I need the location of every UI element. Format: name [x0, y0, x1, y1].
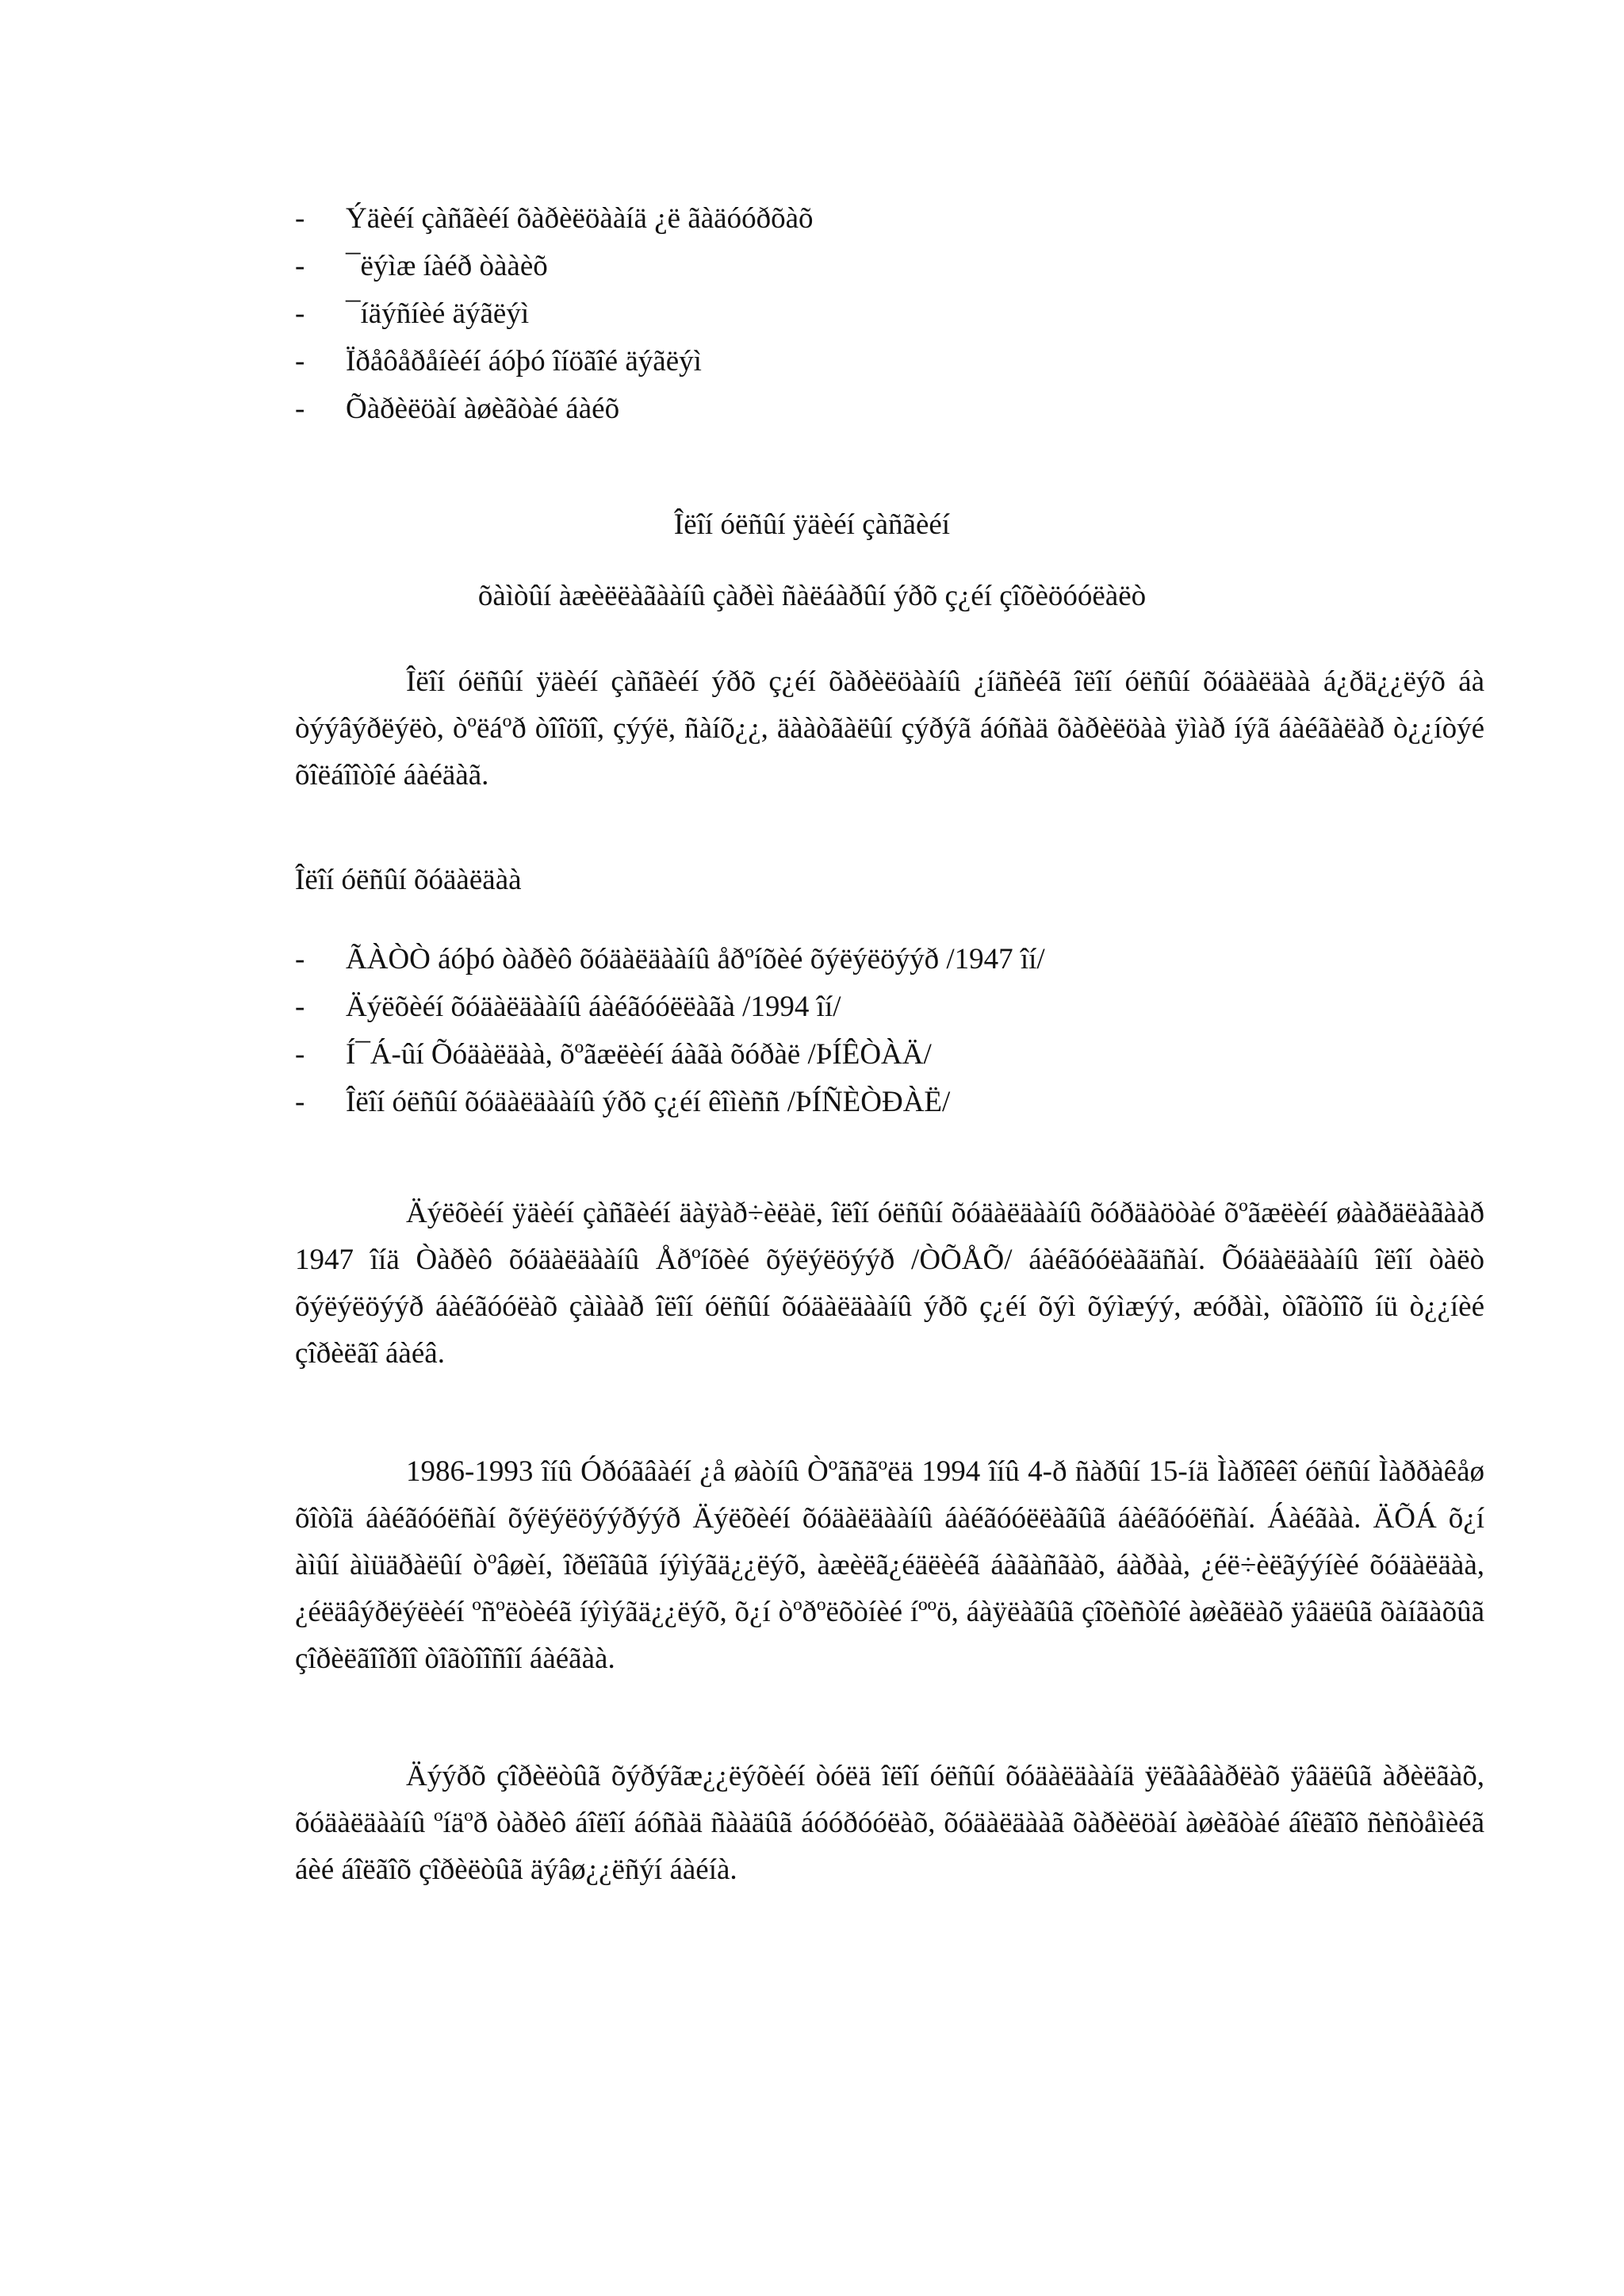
- list-item: - ÃÀÒÒ áóþó òàðèô õóäàëäààíû åðºíõèé õýëýëöýýð /1947 îí/: [295, 943, 1045, 976]
- list-item: - Ïðåôåðåíèéí áóþó îíöãîé äýãëýì: [295, 345, 702, 378]
- list-item: - Äýëõèéí õóäàëäààíû áàéãóóëëàãà /1994 îí/: [295, 991, 841, 1023]
- list-item: - ¯íäýñíèé äýãëýì: [295, 297, 530, 330]
- list-item: - ¯ëýìæ íàéð òààèõ: [295, 250, 548, 282]
- list-item: - Í¯Á-ûí Õóäàëäàà, õºãæëèéí áàãà õóðàë /ÞÍÊÒÀÄ/: [295, 1038, 932, 1071]
- section-heading-line-2: õàìòûí àæèëëàãààíû çàðèì ñàëáàðûí ýðõ ç¿éí çîõèöóóëàëò: [477, 580, 1147, 612]
- trade-organizations-list: [295, 936, 1045, 1126]
- principles-list: [295, 195, 814, 433]
- paragraph-2: Äýëõèéí ÿäèéí çàñãèéí äàÿàð÷èëàë, îëîí óëñûí õóäàëäààíû õóðäàöòàé õºãæëèéí øààðäëàãààð 1947 îíä Òàðèô õóäàëäààíû Åðºíõèé õýëýëöýýð /ÒÕÅÕ/ áàéãóóëàãäñàí. Õóäàëäààíû îëîí òàëò õýëýëöýýð áàéãóóëàõ çàìààð îëîí óëñûí õóäàëäààíû ýðõ ç¿éí õýì õýìæýý, æóðàì, òîãòîîõ íü ò¿¿íèé çîðèëãî áàéâ.: [295, 1197, 1484, 1370]
- paragraph-3: 1986-1993 îíû Óðóãâàéí ¿å øàòíû Òºãñãºëä 1994 îíû 4-ð ñàðûí 15-íä Ìàðîêêî óëñûí Ìàððàêåø õîòîä áàéãóóëñàí õýëýëöýýðýýð Äýëõèéí õóäàëäààíû áàéãóóëëàãûã áàéãóóëñàí. Áàéãàà. ÄÕÁ õ¿í àìûí àìüäðàëûí òºâøèí, îðëîãûã íýìýãä¿¿ëýõ, àæèëã¿éäëèéã áàãàñãàõ, áàðàà, ¿éë÷èëãýýíèé õóäàëäàà, ¿éëäâýðëýëèéí ºñºëòèéã íýìýãä¿¿ëýõ, õ¿í òºðºëõòíèé íººö, áàÿëàãûã çîõèñòîé àøèãëàõ ÿâäëûã õàíãàõûã çîðèëãîîðîî òîãòîîñîí áàéãàà.: [295, 1455, 1484, 1675]
- list-item: - Ýäèéí çàñãèéí õàðèëöààíä ¿ë ãàäóóðõàõ: [295, 202, 814, 235]
- paragraph-4: Äýýðõ çîðèëòûã õýðýãæ¿¿ëýõèéí òóëä îëîí óëñûí õóäàëäààíä ÿëãàâàðëàõ ÿâäëûã àðèëãàõ, õóäàëäààíû ºíäºð òàðèô áîëîí áóñàä ñààäûã áóóðóóëàõ, õóäàëäààã õàðèëöàí àøèãòàé áîëãîõ ñèñòåìèéã áèé áîëãîõ çîðèëòûã äýâø¿¿ëñýí áàéíà.: [295, 1760, 1484, 1886]
- list-item: - Õàðèëöàí àøèãòàé áàéõ: [295, 393, 620, 425]
- section-heading-line-1: Îëîí óëñûí ÿäèéí çàñãèéí: [673, 508, 951, 541]
- subsection-title: Îëîí óëñûí õóäàëäàà: [295, 864, 522, 896]
- paragraph-1: Îëîí óëñûí ÿäèéí çàñãèéí ýðõ ç¿éí õàðèëöààíû ¿íäñèéã îëîí óëñûí õóäàëäàà á¿ðä¿¿ëýõ áà òýýâýðëýëò, òºëáºð òîîöîî, çýýë, ñàíõ¿¿, äààòãàëûí çýðýã áóñàä õàðèëöàà ÿìàð íýã áàéãàëàð ò¿¿íòýé õîëáîîòîé áàéäàã.: [295, 665, 1484, 792]
- list-item: - Îëîí óëñûí õóäàëäààíû ýðõ ç¿éí êîìèññ /ÞÍÑÈÒÐÀË/: [295, 1086, 951, 1118]
